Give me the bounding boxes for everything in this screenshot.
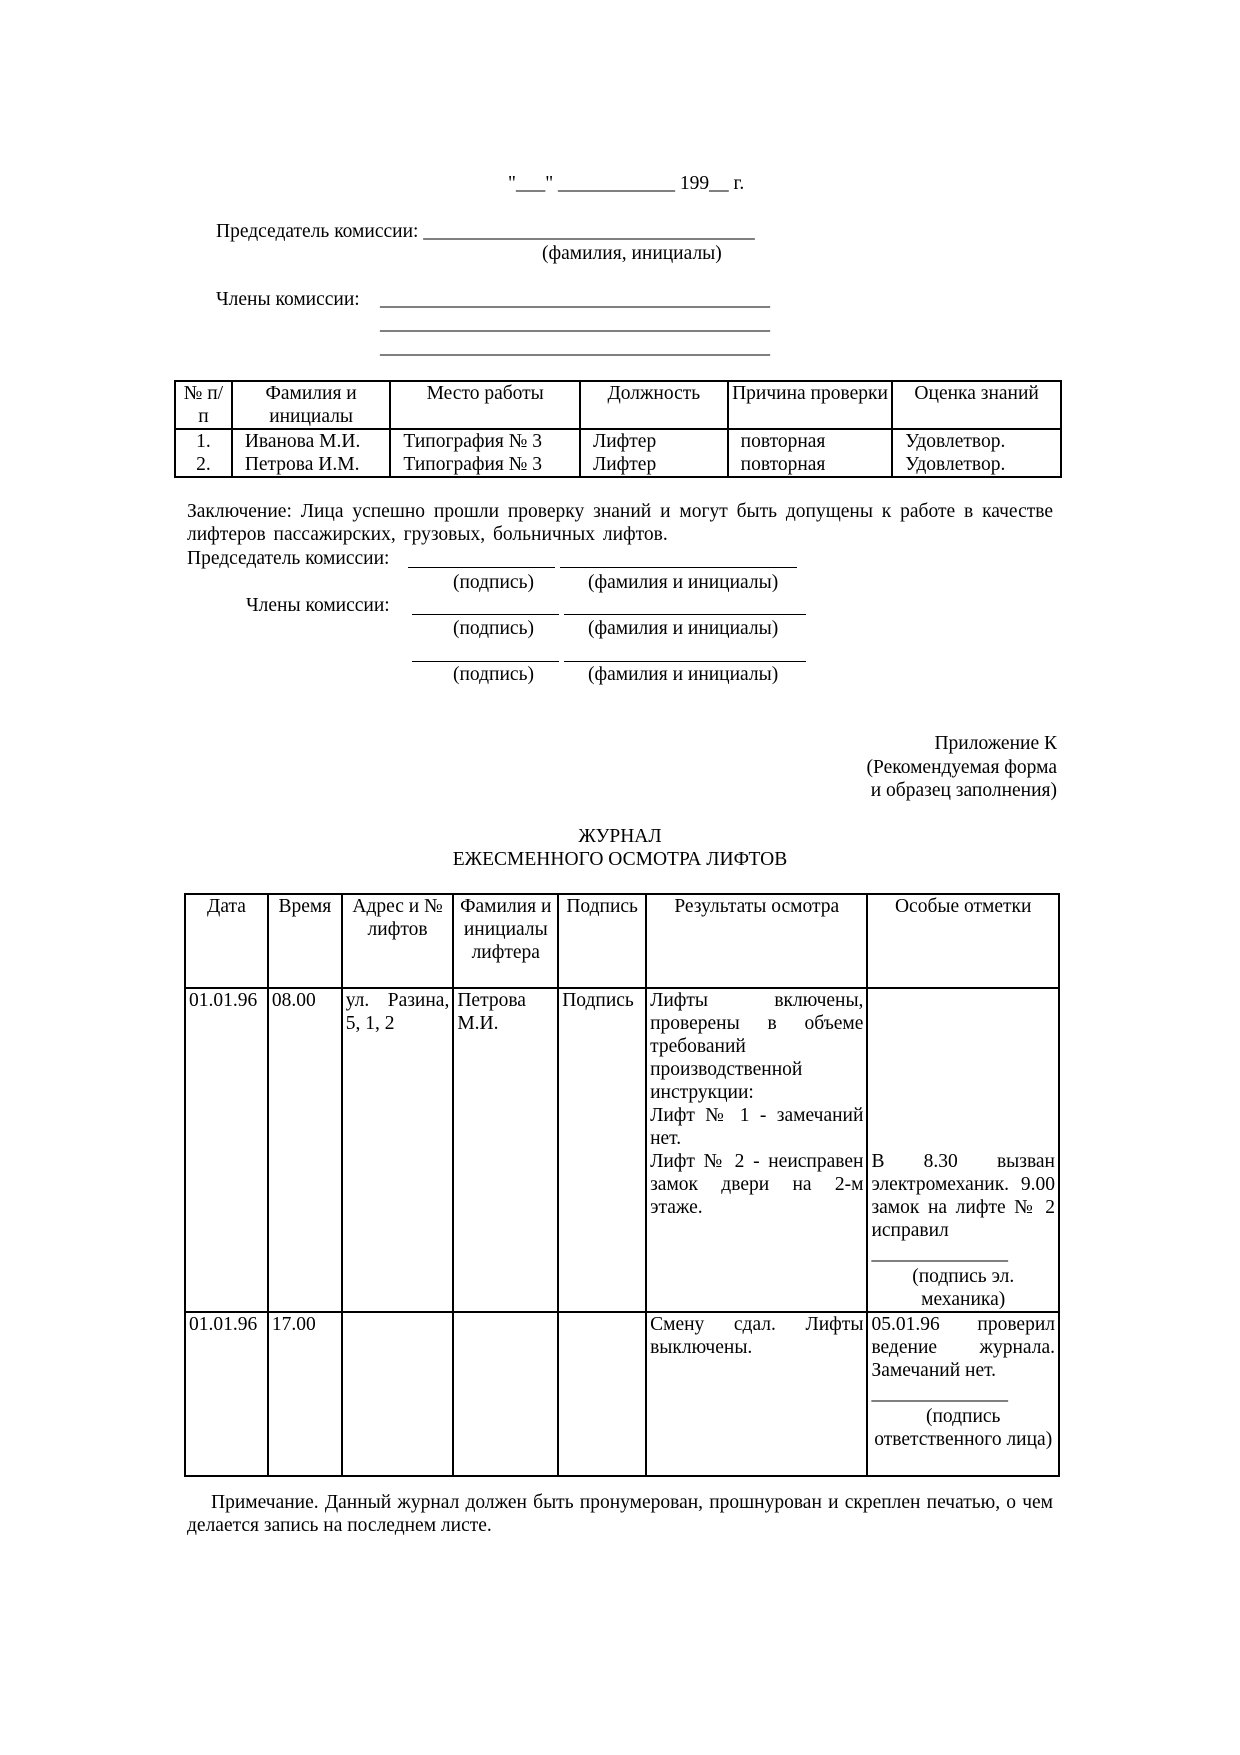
cell-date: 01.01.96 <box>185 1312 268 1476</box>
journal-header-row <box>185 894 1059 988</box>
cell-results: Смену сдал. Лифты выключены. <box>646 1312 867 1476</box>
cell: Удовлетвор. <box>892 453 1061 477</box>
header-num: № п/п <box>175 381 232 429</box>
header-date: Дата <box>185 894 268 988</box>
result-part-c: Лифт № 2 - неисправен замок двери на 2-м этаже. <box>650 1151 864 1218</box>
cell: Типография № 3 <box>390 453 580 477</box>
member2-signature-line <box>412 641 559 662</box>
note-hint: (подпись ответственного лица) <box>874 1406 1053 1450</box>
note-text: В 8.30 вызван электромеханик. 9.00 замок на лифте № 2 исправил <box>871 1151 1055 1241</box>
cell: Иванова М.И. <box>232 429 391 453</box>
conclusion-members-label: Члены комиссии: <box>246 595 390 616</box>
name-hint-3: (фамилия и инициалы) <box>588 664 779 685</box>
note-hint: (подпись эл. механика) <box>912 1266 1015 1310</box>
journal-title-2: ЕЖЕСМЕННОГО ОСМОТРА ЛИФТОВ <box>452 849 788 870</box>
table-header-row <box>175 381 1061 429</box>
footnote: Примечание. Данный журнал должен быть пронумерован, прошнурован и скреплен печатью, о чем делается запись на последнем листе. <box>187 1492 1053 1536</box>
table-row <box>185 988 1059 1312</box>
cell: повторная <box>728 453 893 477</box>
member1-signature-line <box>412 594 559 615</box>
cell: Удовлетвор. <box>892 429 1061 453</box>
table-row <box>185 1312 1059 1476</box>
cell-notes <box>867 1312 1059 1476</box>
cell-results <box>646 988 867 1312</box>
header-position: Должность <box>580 381 728 429</box>
note-signature-line: ______________ <box>871 1243 1008 1264</box>
result-part-a: Лифты включены, проверены в объеме требований производственной инструкции: <box>650 990 864 1103</box>
sign-hint-2: (подпись) <box>453 618 534 639</box>
header-time: Время <box>268 894 342 988</box>
cell-notes <box>867 988 1059 1312</box>
cell-address: ул. Разина, 5, 1, 2 <box>342 988 454 1312</box>
sign-hint-1: (подпись) <box>453 572 534 593</box>
header-name: Фамилия и инициалы <box>232 381 391 429</box>
header-grade: Оценка знаний <box>892 381 1061 429</box>
cell: Лифтер <box>580 429 728 453</box>
cell: повторная <box>728 429 893 453</box>
sign-hint-3: (подпись) <box>453 664 534 685</box>
cell-time: 08.00 <box>268 988 342 1312</box>
header-signature: Подпись <box>558 894 646 988</box>
appendix-line-3: и образец заполнения) <box>870 780 1057 801</box>
member2-name-line <box>564 641 806 662</box>
date-line: "___" ____________ 199__ г. <box>508 173 745 194</box>
result-part-b: Лифт № 1 - замечаний нет. <box>650 1105 864 1149</box>
header-address: Адрес и № лифтов <box>342 894 454 988</box>
cell: 1. <box>175 429 232 453</box>
members-line-1: ________________________________________ <box>380 289 770 310</box>
cell: 2. <box>175 453 232 477</box>
note-signature-line: ______________ <box>871 1383 1008 1404</box>
name-hint-2: (фамилия и инициалы) <box>588 618 779 639</box>
commission-table <box>174 380 1062 478</box>
table-row <box>175 429 1061 453</box>
header-results: Результаты осмотра <box>646 894 867 988</box>
cell: Типография № 3 <box>390 429 580 453</box>
journal-title-1: ЖУРНАЛ <box>578 826 662 847</box>
cell-date: 01.01.96 <box>185 988 268 1312</box>
cell-operator: Петрова М.И. <box>453 988 558 1312</box>
members-line-2: ________________________________________ <box>380 313 770 334</box>
chairman-hint: (фамилия, инициалы) <box>542 243 722 264</box>
cell: Петрова И.М. <box>232 453 391 477</box>
members-label: Члены комиссии: <box>216 289 360 310</box>
header-notes: Особые отметки <box>867 894 1059 988</box>
name-hint-1: (фамилия и инициалы) <box>588 572 779 593</box>
header-reason: Причина проверки <box>728 381 893 429</box>
cell-signature: Подпись <box>558 988 646 1312</box>
cell: Лифтер <box>580 453 728 477</box>
cell-address <box>342 1312 454 1476</box>
chairman-name-line <box>560 547 797 568</box>
chairman-label: Председатель комиссии: __________________________________ <box>216 221 755 242</box>
cell-time: 17.00 <box>268 1312 342 1476</box>
conclusion-text: Заключение: Лица успешно прошли проверку знаний и могут быть допущены к работе в качестве лифтеров пассажирских, грузовых, больничных лифтов. <box>187 501 1053 545</box>
cell-operator <box>453 1312 558 1476</box>
members-line-3: ________________________________________ <box>380 337 770 358</box>
cell-signature <box>558 1312 646 1476</box>
conclusion-chairman-label: Председатель комиссии: <box>187 548 390 569</box>
appendix-line-1: Приложение К <box>934 733 1057 754</box>
member1-name-line <box>564 594 806 615</box>
header-operator: Фамилия и инициалы лифтера <box>453 894 558 988</box>
journal-table <box>184 893 1060 1477</box>
chairman-signature-line <box>408 547 555 568</box>
header-workplace: Место работы <box>390 381 580 429</box>
table-row <box>175 453 1061 477</box>
note-text: 05.01.96 проверил ведение журнала. Замечаний нет. <box>871 1314 1055 1381</box>
appendix-line-2: (Рекомендуемая форма <box>866 757 1057 778</box>
